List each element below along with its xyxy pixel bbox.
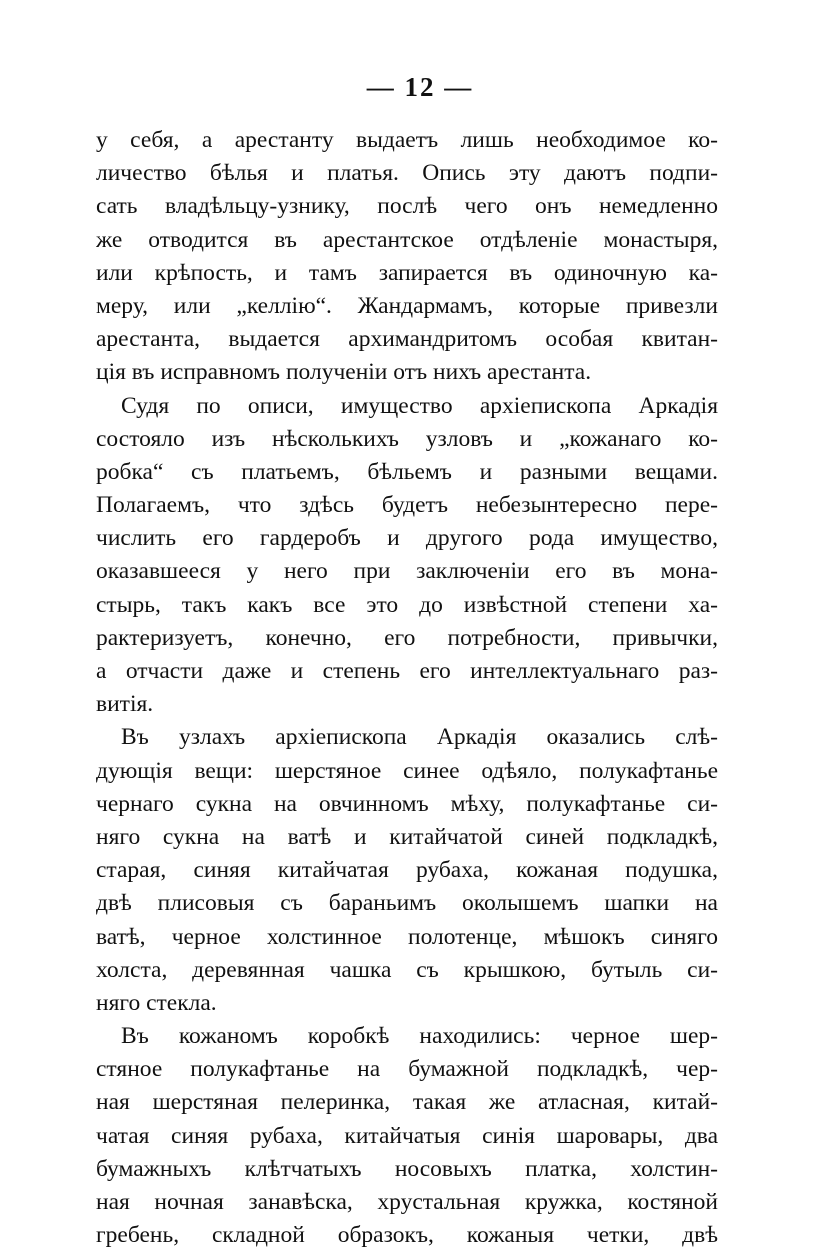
text-line: старая, синяя китайчатая рубаха, кожаная подушка, [96, 857, 718, 884]
text-line: Судя по описи, имущество архіепископа Аркадія [121, 392, 718, 419]
text-line: ная ночная занавѣска, хрустальная кружка, костяной [96, 1189, 718, 1215]
page-number: — 12 — [366, 72, 474, 102]
text-line: гребень, складной образокъ, кожаныя четки, двѣ [96, 1222, 718, 1249]
text-line: ная шерстяная пелеринка, такая же атласная, китай- [96, 1089, 718, 1116]
paragraph-4 [96, 1020, 718, 1252]
text-line: сать владѣльцу-узнику, послѣ чего онъ немедленно [96, 193, 718, 220]
paragraph-1 [96, 124, 718, 390]
body-text [96, 124, 718, 1252]
text-line: няго сукна на ватѣ и китайчатой синей подкладкѣ, [96, 823, 718, 850]
text-line: няго стекла. [96, 989, 217, 1016]
text-line: бумажныхъ клѣтчатыхъ носовыхъ платка, холстин- [96, 1155, 718, 1182]
text-line: ція въ исправномъ полученіи отъ нихъ арестанта. [96, 359, 592, 386]
text-line: стяное полукафтанье на бумажной подкладкѣ, чер- [96, 1056, 718, 1083]
paragraph-3 [96, 721, 718, 1020]
text-line: Въ кожаномъ коробкѣ находились: черное шер- [121, 1023, 718, 1050]
text-line: же отводится въ арестантское отдѣленіе монастыря, [96, 226, 718, 253]
text-line: или крѣпость, и тамъ запирается въ одиночную ка- [96, 259, 718, 286]
text-line: а отчасти даже и степень его интеллектуальнаго раз- [96, 658, 718, 684]
text-line: числить его гардеробъ и другого рода имущество, [96, 525, 718, 552]
text-line: Въ узлахъ архіепископа Аркадія оказались слѣ- [121, 724, 718, 751]
text-line: у себя, а арестанту выдаетъ лишь необходимое ко- [96, 127, 718, 153]
text-line: состояло изъ нѣсколькихъ узловъ и „кожанаго ко- [96, 425, 718, 452]
text-line: стырь, такъ какъ все это до извѣстной степени ха- [96, 591, 718, 618]
text-line: ватѣ, черное холстинное полотенце, мѣшокъ синяго [96, 923, 718, 950]
text-line: арестанта, выдается архимандритомъ особая квитан- [96, 326, 718, 353]
text-line: чатая синяя рубаха, китайчатыя синія шаровары, два [96, 1122, 718, 1149]
text-line: робка“ съ платьемъ, бѣльемъ и разными вещами. [96, 458, 718, 485]
text-line: дующія вещи: шерстяное синее одѣяло, полукафтанье [96, 757, 718, 784]
text-line: рактеризуетъ, конечно, его потребности, привычки, [96, 624, 718, 651]
text-line: Полагаемъ, что здѣсь будетъ небезынтересно пере- [96, 492, 718, 519]
text-line: витія. [96, 691, 154, 718]
paragraph-2 [96, 390, 718, 722]
text-line: двѣ плисовыя съ бараньимъ околышемъ шапки на [96, 890, 718, 917]
text-line: меру, или „келлію“. Жандармамъ, которые привезли [96, 292, 718, 319]
text-line: оказавшееся у него при заключеніи его въ мона- [96, 558, 718, 585]
text-line: личество бѣлья и платья. Опись эту даютъ подпи- [96, 160, 718, 187]
text-line: холста, деревянная чашка съ крышкою, бутыль си- [96, 956, 718, 983]
text-line: чернаго сукна на овчинномъ мѣху, полукафтанье си- [96, 790, 718, 817]
